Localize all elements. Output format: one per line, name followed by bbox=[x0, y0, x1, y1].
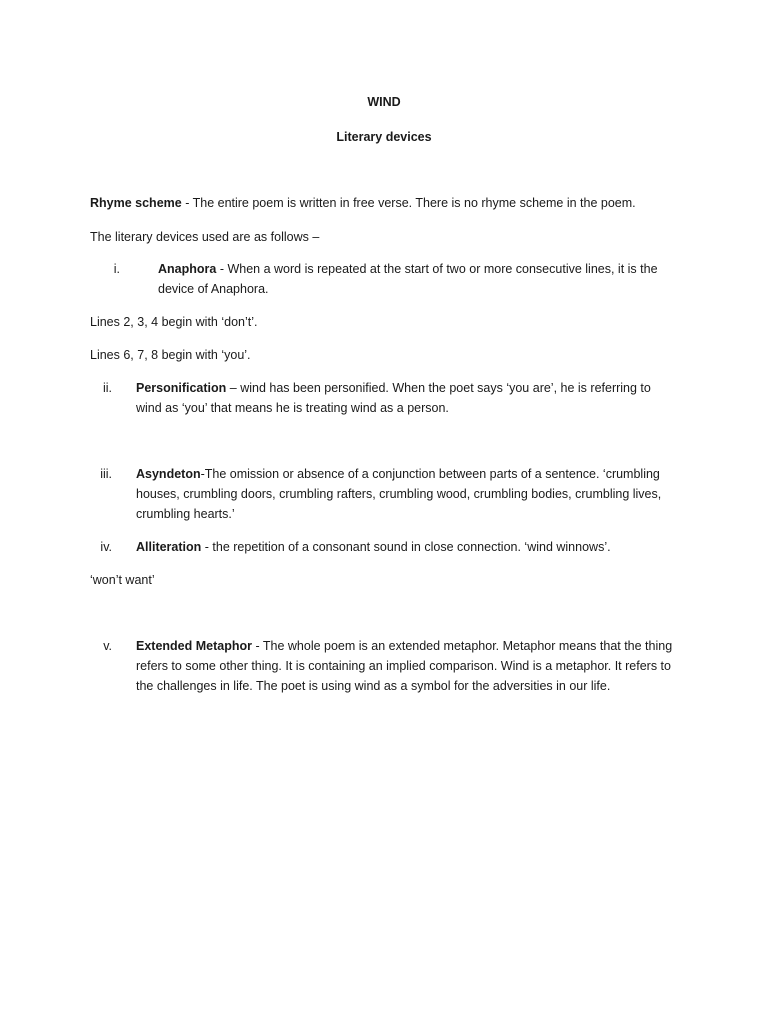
asyndeton-term: Asyndeton bbox=[136, 467, 201, 481]
personification-term: Personification bbox=[136, 381, 227, 395]
list-numeral: ii. bbox=[102, 381, 112, 395]
intro-text: The literary devices used are as follows – bbox=[90, 230, 320, 244]
alliteration-term: Alliteration bbox=[136, 540, 202, 554]
extended-metaphor-text: - The whole poem is an extended metaphor. Metaphor means that the thing refers to some other thing. It is containing an implied comparison. Wind is a metaphor. It refers to the challenges in life. The poet is using wind as a symbol for the adversities in our life. bbox=[136, 639, 673, 693]
list-numeral: v. bbox=[103, 639, 112, 653]
rhyme-scheme-term: Rhyme scheme bbox=[90, 196, 182, 210]
alliteration-text: - the repetition of a consonant sound in close connection. ‘wind winnows’. bbox=[201, 540, 611, 554]
list-numeral: iii. bbox=[100, 467, 112, 481]
list-item-asyndeton bbox=[136, 464, 681, 524]
personification-text: – wind has been personified. When the poet says ‘you are’, he is referring to wind as ‘you’ that means he is treating wind as a person. bbox=[136, 381, 651, 415]
asyndeton-text: -The omission or absence of a conjunction between parts of a sentence. ‘crumbling houses, crumbling doors, crumbling rafters, crumbling wood, crumbling bodies, crumbling lives, crumbling hearts.’ bbox=[136, 467, 662, 521]
list-numeral: iv. bbox=[100, 540, 112, 554]
document-subtitle: Literary devices bbox=[336, 130, 432, 144]
list-item-extended-metaphor bbox=[136, 636, 681, 696]
lines-note-you: Lines 6, 7, 8 begin with ‘you’. bbox=[90, 348, 251, 362]
anaphora-text: - When a word is repeated at the start of two or more consecutive lines, it is the device of Anaphora. bbox=[158, 262, 658, 296]
list-numeral: i. bbox=[113, 262, 120, 276]
anaphora-term: Anaphora bbox=[158, 262, 217, 276]
document-title: WIND bbox=[367, 95, 401, 109]
list-item-alliteration bbox=[136, 537, 681, 557]
list-item-personification bbox=[136, 378, 676, 418]
rhyme-scheme-paragraph bbox=[90, 193, 636, 213]
wont-want-note: ‘won’t want’ bbox=[90, 573, 155, 587]
rhyme-scheme-text: - The entire poem is written in free verse. There is no rhyme scheme in the poem. bbox=[181, 196, 636, 210]
list-item-anaphora bbox=[158, 259, 683, 299]
extended-metaphor-term: Extended Metaphor bbox=[136, 639, 252, 653]
lines-note-dont: Lines 2, 3, 4 begin with ‘don’t’. bbox=[90, 315, 258, 329]
